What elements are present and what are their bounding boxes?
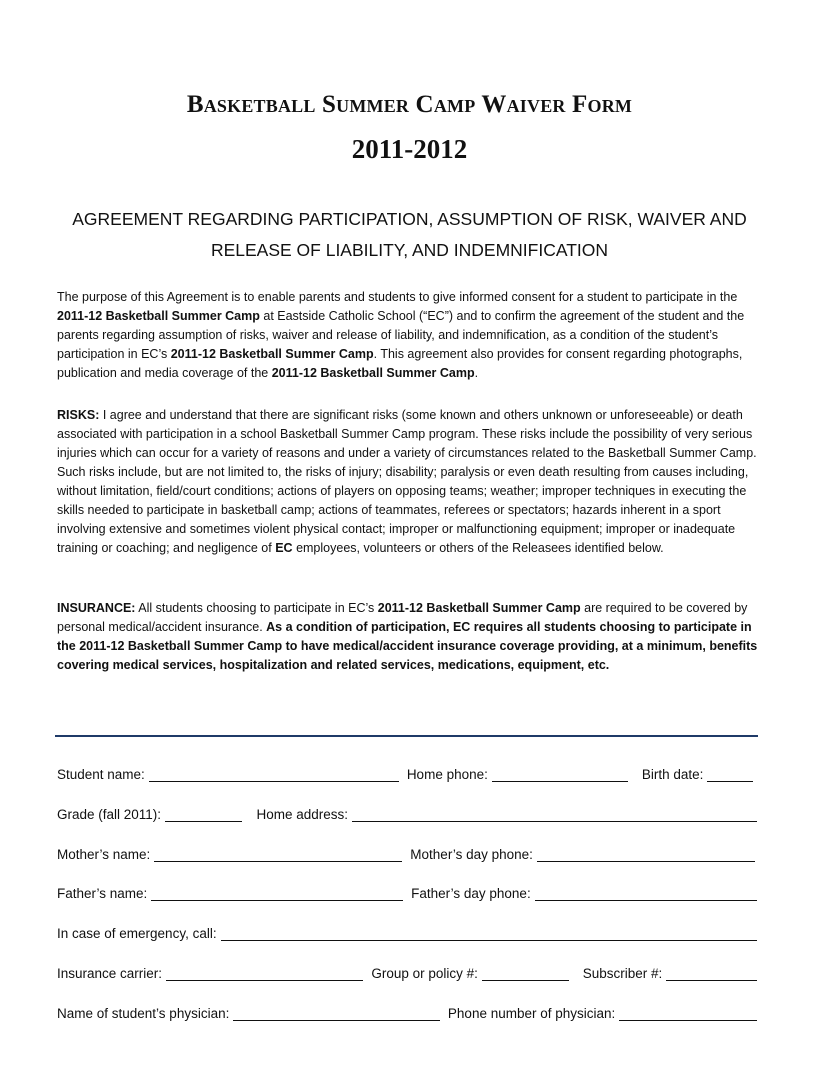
group-policy-label: Group or policy #: <box>371 966 478 981</box>
mothers-day-phone-label: Mother’s day phone: <box>410 847 533 862</box>
mothers-name-field[interactable] <box>154 847 402 862</box>
home-phone-label: Home phone: <box>406 767 488 782</box>
purpose-text: . <box>474 366 479 380</box>
home-address-label: Home address: <box>256 807 349 822</box>
subtitle-line-2: RELEASE OF LIABILITY, AND INDEMNIFICATION <box>210 240 609 260</box>
insurance-label: INSURANCE: <box>57 601 136 615</box>
risks-text: I agree and understand that there are significant risks (some known and others unknown or unforeseeable) or death associated with participation in a school Basketball Summer Camp program. These risks include the possibility of very serious injuries which can occur for a variety of reasons and under a variety of circumstances related to the Basketball Summer Camp. Such risks include, but are not limited to, the risks of injury; disability; paralysis or even death resulting from causes including, without limitation, field/court conditions; actions of players on opposing teams; weather; improper techniques in executing the skills needed to participate in basketball camp; actions of teammates, referees or spectators; hazards inherent in a sport involving extensive and sometimes violent physical contact; improper or malfunctioning equipment; improper or inadequate training or coaching; and negligence of <box>57 408 757 555</box>
camp-name-bold: 2011-12 Basketball Summer Camp <box>377 601 581 615</box>
student-name-label: Student name: <box>57 767 145 782</box>
form-row-physician <box>57 1001 757 1023</box>
risks-paragraph <box>57 406 762 558</box>
form-row-father <box>57 881 757 903</box>
ec-bold: EC <box>275 541 293 555</box>
insurance-text: All students choosing to participate in EC’s <box>135 601 378 615</box>
camp-name-bold: 2011-12 Basketball Summer Camp <box>271 366 475 380</box>
agreement-subtitle <box>40 204 779 266</box>
camp-name-bold: 2011-12 Basketball Summer Camp <box>170 347 374 361</box>
subscriber-label: Subscriber #: <box>582 966 663 981</box>
fathers-day-phone-label: Father’s day phone: <box>411 886 531 901</box>
form-row-insurance <box>57 961 757 983</box>
grade-label: Grade (fall 2011): <box>57 807 162 822</box>
mothers-name-label: Mother’s name: <box>57 847 151 862</box>
fathers-name-field[interactable] <box>151 886 403 901</box>
form-row-emergency <box>57 921 757 943</box>
risks-text: employees, volunteers or others of the Releasees identified below. <box>292 541 664 555</box>
insurance-carrier-field[interactable] <box>166 966 363 981</box>
form-year: 2011-2012 <box>351 134 468 164</box>
fathers-name-label: Father’s name: <box>57 886 148 901</box>
insurance-paragraph <box>57 599 762 675</box>
emergency-field[interactable] <box>221 926 757 941</box>
subtitle-line-1: AGREEMENT REGARDING PARTICIPATION, ASSUMPTION OF RISK, WAIVER AND <box>72 209 747 229</box>
form-row-grade <box>57 802 757 824</box>
home-address-field[interactable] <box>352 807 757 822</box>
emergency-label: In case of emergency, call: <box>57 926 217 941</box>
insurance-requirement-bold: As a condition of participation, EC requires all students choosing to participate in the 2011-12 Basketball Summer Camp to have medical/accident insurance coverage providing, at a minimum, benefits covering medical services, hospitalization and related services, medications, equipment, etc. <box>57 620 758 672</box>
physician-name-field[interactable] <box>233 1006 440 1021</box>
insurance-carrier-label: Insurance carrier: <box>57 966 163 981</box>
physician-phone-field[interactable] <box>619 1006 757 1021</box>
physician-phone-label: Phone number of physician: <box>447 1006 616 1021</box>
purpose-text: The purpose of this Agreement is to enable parents and students to give informed consent for a student to participate in the <box>57 290 738 304</box>
mothers-day-phone-field[interactable] <box>537 847 755 862</box>
student-name-field[interactable] <box>149 767 399 782</box>
section-divider <box>55 735 758 737</box>
home-phone-field[interactable] <box>492 767 628 782</box>
fathers-day-phone-field[interactable] <box>535 886 757 901</box>
grade-field[interactable] <box>165 807 242 822</box>
form-title: Basketball Summer Camp Waiver Form <box>186 91 633 118</box>
camp-name-bold: 2011-12 Basketball Summer Camp <box>57 309 260 323</box>
physician-name-label: Name of student’s physician: <box>57 1006 230 1021</box>
birth-date-field[interactable] <box>707 767 753 782</box>
birth-date-label: Birth date: <box>641 767 704 782</box>
risks-label: RISKS: <box>57 408 100 422</box>
group-policy-field[interactable] <box>482 966 569 981</box>
purpose-text: at Eastside Catholic School (“EC”) and to confirm the agreement of the student and the parents regarding assumption of risks, waiver and release of liability, and indemnification, as a condition of the student’s participation in EC’s <box>57 309 745 361</box>
form-row-mother <box>57 842 757 864</box>
subscriber-field[interactable] <box>666 966 757 981</box>
form-row-student <box>57 762 757 784</box>
purpose-text: . This agreement also provides for consent regarding photographs, publication and media coverage of the <box>57 347 743 380</box>
purpose-paragraph <box>57 288 762 383</box>
insurance-text: are required to be covered by personal medical/accident insurance. <box>57 601 748 634</box>
